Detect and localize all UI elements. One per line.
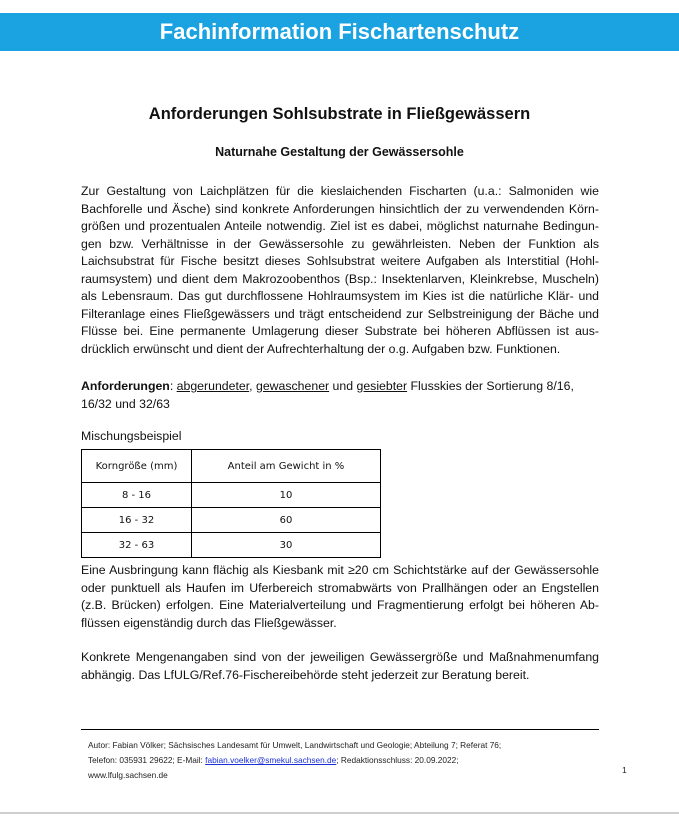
intro-line: raumsystem) und dient dem Makrozoobenthos (Bsp.: Insektenlarven, Kleinkrebse, Muscheln) — [81, 271, 599, 286]
intro-line: als Lebensraum. Das gut durchflossene Hohlraumsystem im Kies ist die natürliche Klär- und — [81, 289, 599, 303]
requirements-sortings: 16/32 und 32/63 — [81, 396, 170, 411]
requirements-text: Flusskies der Sortierung 8/16, — [407, 379, 574, 393]
weight-share-cell: 30 — [192, 533, 381, 558]
footer-contact-line — [88, 753, 608, 768]
requirement-rounded: abgerundeter — [176, 379, 250, 393]
requirements-label: Anforderungen — [81, 379, 170, 393]
intro-line: gen bzw. Verhältnisse in der Gewässersohle zu gewährleisten. Neben der Funktion als — [81, 236, 599, 251]
application-line: oder punktuell als Haufen im Uferbereich stromabwärts von Prallhängen oder an Engstellen — [81, 580, 599, 595]
footer — [88, 738, 608, 783]
requirement-washed: gewaschener — [255, 379, 330, 393]
contact-line: abhängig. Das LfULG/Ref.76-Fischereibehörde steht jederzeit zur Beratung bereit. — [81, 667, 530, 682]
intro-line: Filteranlage eines Fließgewässers und trägt entscheidend zur Selbstreinigung der Bäche und — [81, 306, 599, 321]
intro-paragraph — [81, 183, 599, 358]
header-banner: Fachinformation Fischartenschutz — [0, 13, 679, 51]
grain-size-cell: 8 - 16 — [82, 483, 192, 508]
application-line: flüssen eigenständig durch das Fließgewässer. — [81, 615, 337, 630]
requirement-sieved: gesiebter — [356, 379, 408, 393]
grain-size-cell: 32 - 63 — [82, 533, 192, 558]
footer-website: www.lfulg.sachsen.de — [88, 770, 168, 780]
footer-divider — [81, 729, 599, 730]
page-subtitle: Naturnahe Gestaltung der Gewässersohle — [215, 145, 464, 159]
table-row — [82, 508, 381, 533]
table-header-row — [82, 450, 381, 483]
intro-line: Laichsubstrat für Fische besitzt dieses Sohlsubstrat weitere Aufgaben als Interstitial (Hohl- — [81, 254, 599, 268]
footer-author-line: Autor: Fabian Völker; Sächsisches Landesamt für Umwelt, Landwirtschaft und Geologie; Abteilung 7; Referat 76; — [88, 740, 502, 750]
mix-table — [81, 449, 381, 558]
intro-line: Bachforelle und Äsche) sind konkrete Anforderungen hinsichtlich der zu verwendenden Körn- — [81, 201, 599, 216]
application-paragraph — [81, 562, 599, 632]
contact-paragraph — [81, 649, 599, 684]
footer-deadline: ; Redaktionsschluss: 20.09.2022; — [336, 755, 459, 765]
column-header-grain-size: Korngröße (mm) — [82, 450, 192, 483]
page-number: 1 — [622, 765, 627, 775]
page-title: Anforderungen Sohlsubstrate in Fließgewässern — [148, 105, 531, 123]
requirements-paragraph — [81, 378, 599, 413]
table-row — [82, 533, 381, 558]
intro-line: drücklich erwünscht und dient der Aufrechterhaltung der o.g. Aufgaben bzw. Funktionen. — [81, 341, 561, 356]
application-line: Eine Ausbringung kann flächig als Kiesbank mit ≥20 cm Schichtstärke auf der Gewässersohle — [81, 563, 599, 577]
weight-share-cell: 10 — [192, 483, 381, 508]
email-link[interactable]: fabian.voelker@smekul.sachsen.de — [205, 755, 337, 765]
column-header-weight-share: Anteil am Gewicht in % — [192, 450, 381, 483]
mix-example-label: Mischungsbeispiel — [81, 429, 182, 443]
intro-line: größen und prozentualen Anteile notwendig. Ziel ist es dabei, möglichst naturnahe Bedingun- — [81, 219, 599, 233]
table-row — [82, 483, 381, 508]
application-line: (z.B. Brücken) erfolgen. Eine Materialverteilung und Fragmentierung erfolgt bei höheren Ab- — [81, 598, 599, 612]
requirements-colon: : — [169, 379, 177, 393]
grain-size-cell: 16 - 32 — [82, 508, 192, 533]
requirements-separator: , — [249, 379, 256, 393]
intro-line: Zur Gestaltung von Laichplätzen für die kieslaichenden Fischarten (u.a.: Salmoniden wie — [81, 184, 599, 198]
page-bottom-border — [0, 812, 679, 814]
contact-line: Konkrete Mengenangaben sind von der jeweiligen Gewässergröße und Maßnahmenumfang — [81, 650, 599, 664]
weight-share-cell: 60 — [192, 508, 381, 533]
intro-line: Flüsse bei. Eine permanente Umlagerung dieser Substrate bei höheren Abflüssen ist aus- — [81, 324, 599, 338]
footer-phone: Telefon: 035931 29622; E-Mail: — [88, 755, 206, 765]
requirements-separator: und — [329, 379, 357, 393]
